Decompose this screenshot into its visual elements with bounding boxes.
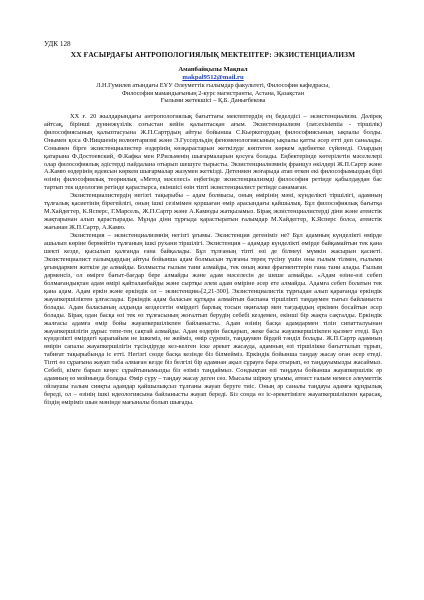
supervisor-line: Ғылыми жетекшісі – Қ.Б. Данығбекова [160,97,266,105]
body-paragraph-1: ХХ ғ. 20 жылдарындағы антропологиялық бағыттағы мектептердің ең беделдісі – экзистенциализм. Дәліреқ айтсақ, бірінші дүниежүзілік соғыстан кейін қалыптасқан ағым. Экзистенциализм (лат.existentia - тіршілік) философиясының қалыптасуына Ж.П.Сартрдың айтуы бойынша С.Кьеркегордың философиясының ықпалы болды. Онымен қоса Ф.Ницшенің волюнтаризмі және Э.Гуссерльдің феноменологиясының ықпалы қатты әсер етті деп саналады. Сонымен бірге экзистенциалистер өздерінің көзқарастарын жеткізуде көптеген көркем әдебиетке сүйенеді. Олардың қатарына Ф.Достоевский, Ф.Кафка мен Р.Рильменің шығармаларын қосуға болады. Еңбектерінде көтерілетін мәселелері олар философиялық әдістерді пайдалана отырып шешуге тырысты. Экзистенциализмнің француз өкілдері Ж.П.Сартр және А.Камю өздерінің идеясын көркем шығармалар жазумен жеткізді. Детенмен жоғарыда атап өткен екі философымыздың бірі өзінің философиялық теориялық «Метод мәселесі» еңбегінде экзистенциализмді философия ретінде қабылдаудан бас тартып тек идеология ретінде қарастырса, екіншісі өзін тіпті экзистенциалист ретінде санамаған. [44,112,382,192]
author-name: Аманбайқызы Мақпал [178,66,248,73]
udc-code: УДК 128 [44,40,71,48]
body-paragraph-2: Экзистенциалистердің негізгі тақырыбы – адам болмысы, оның өмірінің мәні, күнделікті тіршілігі, адамның тұлғалық қасиетінің бірегейлігі, оның ішкі сезімімен қоршаған өмір арасындағы қайшылық. Бұл философиялық бағытқа М.Хайдеггер, К.Ясперс, Г.Марсель, Ж.П.Сартр және А.Камюды жатқызамыз. Бірақ экзистенциалистерді діни және атеистік жақтарынан алып қарастырады. Мұнда діни тұрғыда қарастыратын ғалымдар М.Хайдеггер, К.Ясперс болса, атеистік жағынан Ж.П.Сартр, А.Камю. [44,192,382,232]
affiliation-line-2: Философия мамандығының 2-курс магистранты, Астана, Қазақстан [121,89,305,97]
author-email-link[interactable]: makpal9512@mail.ru [182,74,244,81]
affiliation-line-1: Л.Н.Гумилев атындағы ЕҰУ Әлеуметтік ғылымдар факультеті, Философия кафедрасы, [96,82,330,89]
paper-body [44,113,382,407]
body-paragraph-3: Экзистенция – экзистенциализмнің негізгі ұғымы. Экзистенция дегеніміз не? Бұл адамның күнделікті өмірде ашылып көріне бермейтін тұлғаның ішкі рухани тіршілігі. Экзистенция – адамдар күнделікті өмірде байқамайтын тек қана шекті кезде, қысылып қалғанда ғана байқалады. Бұл тұлғаның тіпті өзі де білмеуі мүмкін жасырын қасиеті. Экзистенциалист ғалымдардың айтуы бойынша адам болмысын тұлғаны терең түсіну үшін оны ғылым тілмен, ғылыми ұғымдармен жеткізе де алмайды. Болмысты ғылым тани алмайды, тек оның жеке фрагменттерін ғана тани алады. Ғылым дәрменсіз, ол өмірге бағыт-бағдар бере алмайды және адам мәселесін де шеше алмайды. «Адам өзіне-өзі себеп болмағандықтан адам өмірі қайталанбайды және сыртқы әлем адам өміріне әсер ете алмайды. Адамға себеп болатын тек қана адам. Адам еркін және еркіндік ол – экзистенция»[2,21-300]. Экзистенциалистік тұрғыдан алып қарағанда еркіндік жауапкершіліктен ұлғаслады. Еркіндік адам баласын құтқара алмайтын баспана тіршілікті таңдаумен тығыз байланыста болады. Адам баласының алдында кездесетін өмірдегі барлық тосын оқиғалар мен тағдырдың еркімен босайтын әсер болады. Бірақ одан басқа өзі тек өз тұлғасының жоғалтып берудің себебі кездемен, екінші бір жақта сақталды. Еркіндік жалғасы адамға өмір бойы жауапкершілікпен байланысты. Адам өзінің басқа адамдармен тілін сипатталуынан жауапкершілігін дұрыс тепе-тең сақтай алмайды. Адам өздерін басқарып, жеке басы жауапкершілікпен қызмет етеді. Бұл күнделікті өмірдегі қарапайым не ішкеміз, не жейміз, өмір сүреміз, таңдаумен бірдей тәнділ болады. Ж.П.Сартр адамның өмірін сапалы жауапкершілігін тұсіндіруде кез-келген іске әрекет жасауда, адамның өзі тіршілікке бағытталып тұрып, табиғат тақырыбында іс етті. Негізгі сөзде басқа кезінде біз білмейміз. Еркіндік бойынша таңдау жасау оған әсер етеді. Тіпті өз сұрағына жауап таба алмаған кезде біз белгілі бір адамнан ақыл сұрауға бара отырып, өз таңдауымызды жасаймыз. Себебі, кімге барып кеңес сұрайтынымызды біз өзіміз таңдаймыз. Сондықтан өзі таңдауы бойынша жауапкершілік әр адамның өз мойнында болады. Өмір сүру – таңдау жасау деген сөз. Мысалы шіркеу ұғымы, атеист ғалым немесе әлеуметтік ойлаушы ғалым сияқты адамдар қайшылықсыз тұлғаны жауап беруге тиіс. Оның әр саналы таңдауы адамға құндылық береді, ол – өзінің ішкі идеологиясына байланысты жауап береді. Біз сонда өз іс-әрекетімізге жауапкершілікпен қарасақ, біздің өміріміз шын мәнінде мағыналы болып шығады. [44,232,382,407]
paper-title: XX ҒАСЫРДАҒЫ АНТРОПОЛОГИЯЛЫҚ МЕКТЕПТЕР: ЭКЗИСТЕНЦИАЛИЗМ [70,50,356,59]
